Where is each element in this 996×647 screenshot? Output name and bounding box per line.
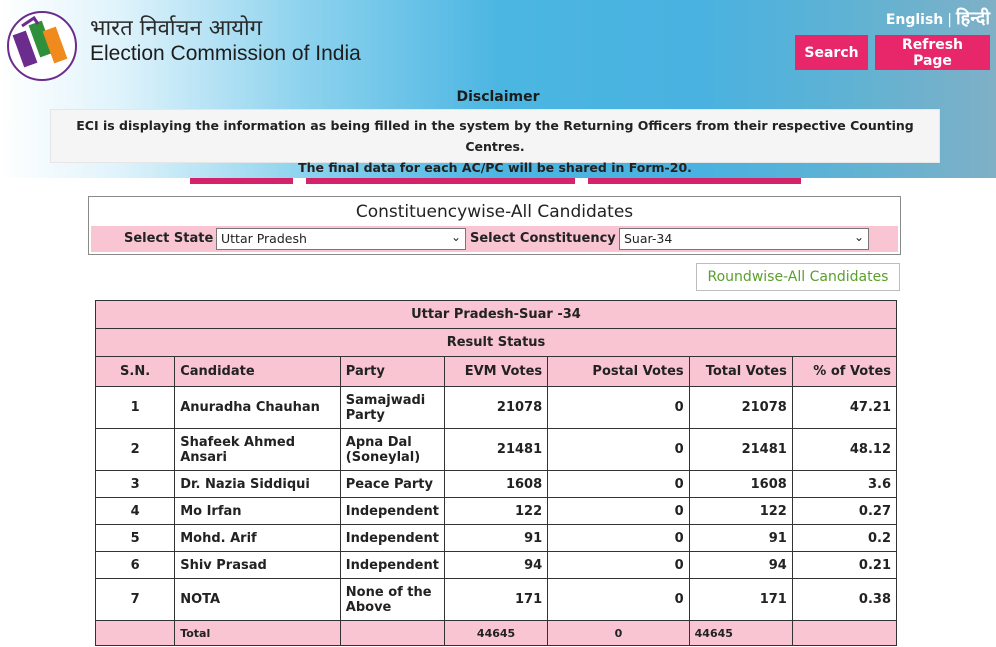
row-candidate: NOTA <box>175 579 341 621</box>
state-label: Select State <box>124 231 214 246</box>
total-party-cell <box>340 621 444 646</box>
disclaimer-box <box>50 109 940 175</box>
total-row <box>96 621 897 646</box>
row-party: Apna Dal (Soneylal) <box>340 429 444 471</box>
row-evm: 21481 <box>444 429 547 471</box>
row-total: 94 <box>689 552 792 579</box>
row-pct: 48.12 <box>792 429 896 471</box>
table-row <box>96 525 897 552</box>
row-sn: 7 <box>96 579 175 621</box>
row-total: 171 <box>689 579 792 621</box>
total-blank-cell <box>96 621 175 646</box>
row-evm: 171 <box>444 579 547 621</box>
total-pct-cell <box>792 621 896 646</box>
disclaimer-line-1: ECI is displaying the information as being filled in the system by the Returning Officers from their respective Counting Centres. <box>76 118 914 154</box>
row-sn: 6 <box>96 552 175 579</box>
row-postal: 0 <box>548 498 689 525</box>
col-total-header: Total Votes <box>689 357 792 387</box>
roundwise-all-candidates-link[interactable]: Roundwise-All Candidates <box>696 263 900 291</box>
table-row <box>96 498 897 525</box>
state-select[interactable] <box>216 228 466 250</box>
row-candidate: Mo Irfan <box>175 498 341 525</box>
chevron-down-icon: ⌄ <box>853 230 864 244</box>
row-total: 122 <box>689 498 792 525</box>
row-party: Independent <box>340 552 444 579</box>
row-sn: 5 <box>96 525 175 552</box>
col-sn-header: S.N. <box>96 357 175 387</box>
row-postal: 0 <box>548 471 689 498</box>
results-status: Result Status <box>96 329 897 357</box>
row-postal: 0 <box>548 525 689 552</box>
row-postal: 0 <box>548 387 689 429</box>
state-select-value: Uttar Pradesh <box>221 231 307 246</box>
total-votes: 44645 <box>689 621 792 646</box>
row-candidate: Dr. Nazia Siddiqui <box>175 471 341 498</box>
nav-tab-3[interactable] <box>588 178 801 184</box>
brand-hindi: भारत निर्वाचन आयोग <box>90 16 263 41</box>
col-postal-header: Postal Votes <box>548 357 689 387</box>
row-candidate: Mohd. Arif <box>175 525 341 552</box>
row-total: 1608 <box>689 471 792 498</box>
row-evm: 21078 <box>444 387 547 429</box>
row-postal: 0 <box>548 429 689 471</box>
search-button[interactable]: Search <box>795 35 868 70</box>
row-evm: 91 <box>444 525 547 552</box>
nav-tab-2[interactable] <box>306 178 575 184</box>
row-party: Peace Party <box>340 471 444 498</box>
lang-hindi-link[interactable]: हिन्दी <box>955 8 990 29</box>
constituency-selector-panel <box>88 196 901 255</box>
row-evm: 122 <box>444 498 547 525</box>
lang-english-link[interactable]: English <box>885 12 944 28</box>
row-candidate: Shafeek Ahmed Ansari <box>175 429 341 471</box>
row-pct: 0.2 <box>792 525 896 552</box>
constituency-label: Select Constituency <box>470 231 616 246</box>
results-table <box>95 300 897 646</box>
col-candidate-header: Candidate <box>175 357 341 387</box>
total-postal: 0 <box>548 621 689 646</box>
chevron-down-icon: ⌄ <box>450 230 461 244</box>
table-row <box>96 471 897 498</box>
row-pct: 0.27 <box>792 498 896 525</box>
row-party: None of the Above <box>340 579 444 621</box>
selector-row <box>91 226 898 252</box>
constituency-select-value: Suar-34 <box>624 231 673 246</box>
total-evm: 44645 <box>444 621 547 646</box>
row-sn: 2 <box>96 429 175 471</box>
row-party: Independent <box>340 525 444 552</box>
nav-tab-1[interactable] <box>190 178 293 184</box>
disclaimer-title: Disclaimer <box>456 89 540 105</box>
row-postal: 0 <box>548 579 689 621</box>
row-total: 21481 <box>689 429 792 471</box>
row-candidate: Anuradha Chauhan <box>175 387 341 429</box>
row-postal: 0 <box>548 552 689 579</box>
total-label: Total <box>175 621 341 646</box>
row-pct: 3.6 <box>792 471 896 498</box>
col-pct-header: % of Votes <box>792 357 896 387</box>
table-header-row <box>96 357 897 387</box>
row-pct: 0.21 <box>792 552 896 579</box>
refresh-page-button[interactable]: Refresh Page <box>875 35 990 70</box>
selector-title: Constituencywise-All Candidates <box>355 202 634 222</box>
row-candidate: Shiv Prasad <box>175 552 341 579</box>
table-row <box>96 387 897 429</box>
row-pct: 47.21 <box>792 387 896 429</box>
language-switch <box>886 6 990 30</box>
row-pct: 0.38 <box>792 579 896 621</box>
table-row <box>96 552 897 579</box>
row-party: Samajwadi Party <box>340 387 444 429</box>
row-evm: 1608 <box>444 471 547 498</box>
row-total: 21078 <box>689 387 792 429</box>
row-sn: 3 <box>96 471 175 498</box>
site-header <box>0 0 996 178</box>
row-evm: 94 <box>444 552 547 579</box>
row-sn: 1 <box>96 387 175 429</box>
row-total: 91 <box>689 525 792 552</box>
col-evm-header: EVM Votes <box>444 357 547 387</box>
row-party: Independent <box>340 498 444 525</box>
results-place: Uttar Pradesh-Suar -34 <box>96 301 897 329</box>
col-party-header: Party <box>340 357 444 387</box>
table-row <box>96 429 897 471</box>
brand-english: Election Commission of India <box>90 42 361 65</box>
table-row <box>96 579 897 621</box>
disclaimer-line-2: The final data for each AC/PC will be shared in Form-20. <box>298 160 692 175</box>
lang-separator: | <box>947 12 952 28</box>
row-sn: 4 <box>96 498 175 525</box>
constituency-select[interactable] <box>619 228 869 250</box>
eci-logo-icon <box>4 8 80 84</box>
